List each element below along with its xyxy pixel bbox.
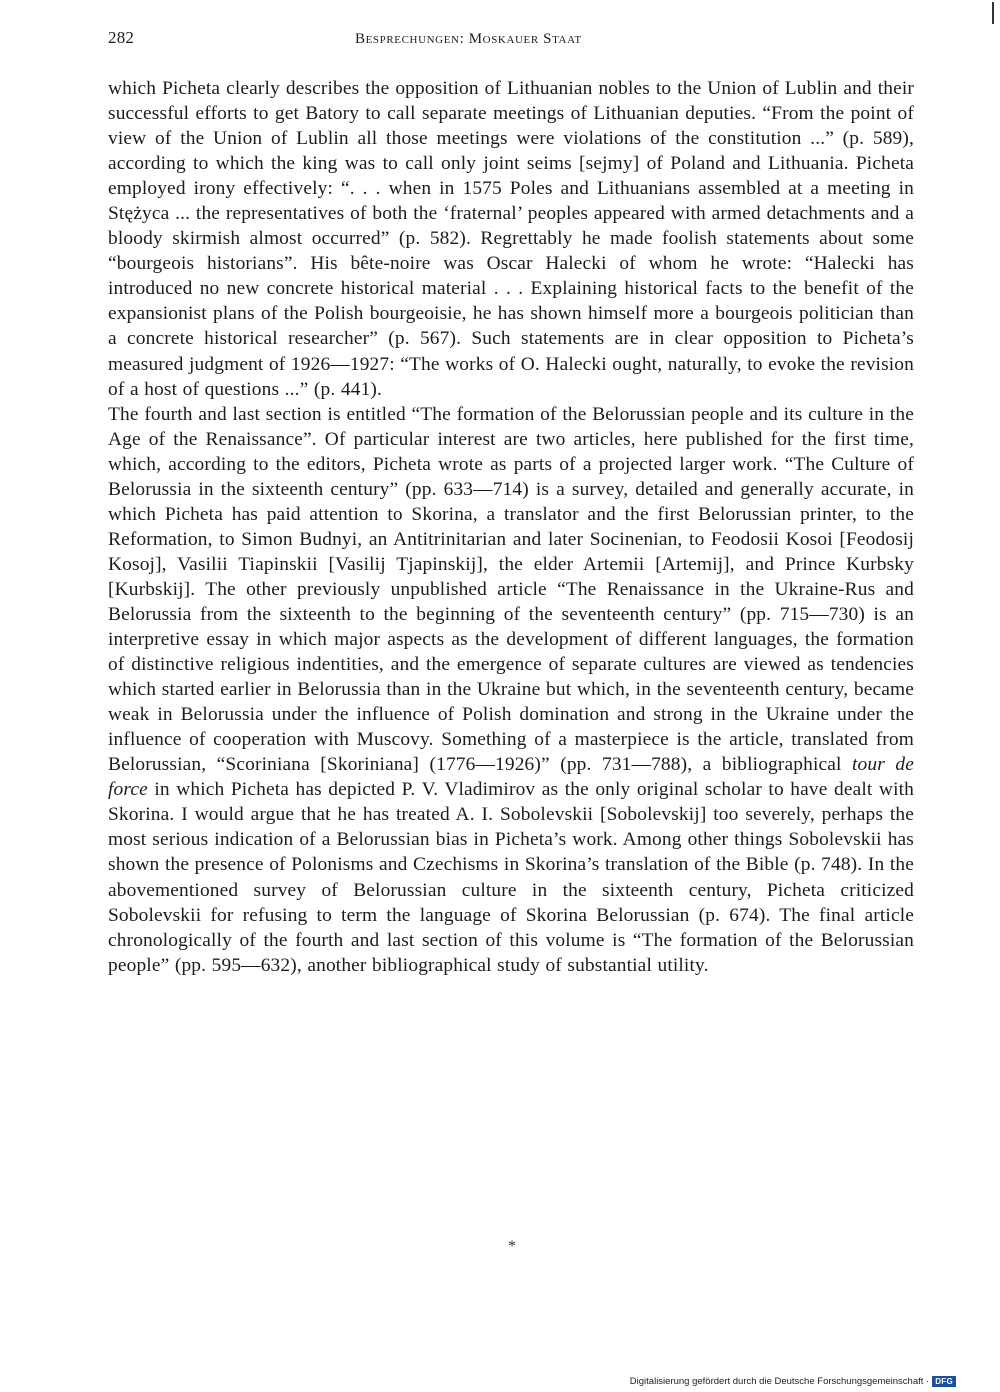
credit-text: Digitalisierung gefördert durch die Deutsche Forschungsgemeinschaft · [629,1376,930,1387]
edge-mark [992,2,994,24]
digitization-credit [630,1376,956,1387]
dfg-logo: DFG [932,1376,956,1387]
section-break-asterisk: * [508,1238,516,1255]
paragraph-2-italic: tour de force [108,754,914,801]
paragraph-2-part-2: in which Picheta has depicted P. V. Vladimirov as the only original scholar to have dealt with Skorina. I would argue that he has treated A. I. Sobolevskii [Sobolevskij] too severely, perhaps the most serious indication of a Belorussian bias in Picheta’s work. Among other things Sobolevskii has shown the presence of Polonisms and Czechisms in Skorina’s translation of the Bible (p. 748). In the abovementioned survey of Belorussian culture in the sixteenth century, Picheta criticized Sobolevskii for refusing to term the language of Skorina Belorussian (p. 674). The final article chronologically of the fourth and last section of this volume is “The formation of the Belorussian people” (pp. 595—632), another bibliographical study of substantial utility. [108,779,914,976]
page-number: 282 [108,28,135,47]
running-head: Besprechungen: Moskauer Staat [355,31,582,47]
paragraph-2-part-1: The fourth and last section is entitled “The formation of the Belorussian people and its culture in the Age of the Renaissance”. Of particular interest are two articles, here published for the first time, which, according to the editors, Picheta wrote as parts of a projected larger work. “The Culture of Belorussia in the sixteenth century” (pp. 633—714) is a survey, detailed and generally accurate, in which Picheta has paid attention to Skorina, a translator and the first Belorussian printer, to the Reformation, to Simon Budnyi, an Antitrinitarian and later Socinenian, to Feodosii Kosoi [Feodosij Kosoj], Vasilii Tiapinskii [Vasilij Tjapinskij], the elder Artemii [Artemij], and Prince Kurbsky [Kurbskij]. The other previously unpublished article “The Renaissance in the Ukraine-Rus and Belorussia from the sixteenth to the beginning of the seventeenth century” (pp. 715—730) is an interpretive essay in which major aspects as the development of different languages, the formation of distinctive religious indentities, and the emergence of separate cultures are viewed as tendencies which started earlier in Belorussia than in the Ukraine but which, in the seventeenth century, became weak in Belorussia under the influence of Polish domination and strong in the Ukraine under the influence of cooperation with Muscovy. Something of a masterpiece is the article, translated from Belorussian, “Scoriniana [Skoriniana] (1776—1926)” (pp. 731—788), a bibliographical [108,403,914,776]
article-body [108,76,914,978]
paragraph-1: which Picheta clearly describes the opposition of Lithuanian nobles to the Union of Lublin and their successful efforts to get Batory to call separate meetings of Lithuanian deputies. “From the point of view of the Union of Lublin all those meetings were violations of the constitution ...” (p. 589), according to which the king was to call only joint seims [sejmy] of Poland and Lithuania. Picheta employed irony effectively: “. . . when in 1575 Poles and Lithuanians assembled at a meeting in Stężyca ... the representatives of both the ‘fraternal’ peoples appeared with armed detachments and a bloody skirmish almost occurred” (p. 582). Regrettably he made foolish statements about some “bourgeois historians”. His bête-noire was Oscar Halecki of whom he wrote: “Halecki has introduced no new concrete historical material . . . Explaining historical facts to the benefit of the expansionist plans of the Polish bourgeoisie, he has shown himself more a bourgeois politician than a concrete historical researcher” (p. 567). Such statements are in clear opposition to Picheta’s measured judgment of 1926—1927: “The works of O. Halecki ought, naturally, to evoke the revision of a host of questions ...” (p. 441). [108,78,914,400]
paragraph-2 [108,402,914,978]
